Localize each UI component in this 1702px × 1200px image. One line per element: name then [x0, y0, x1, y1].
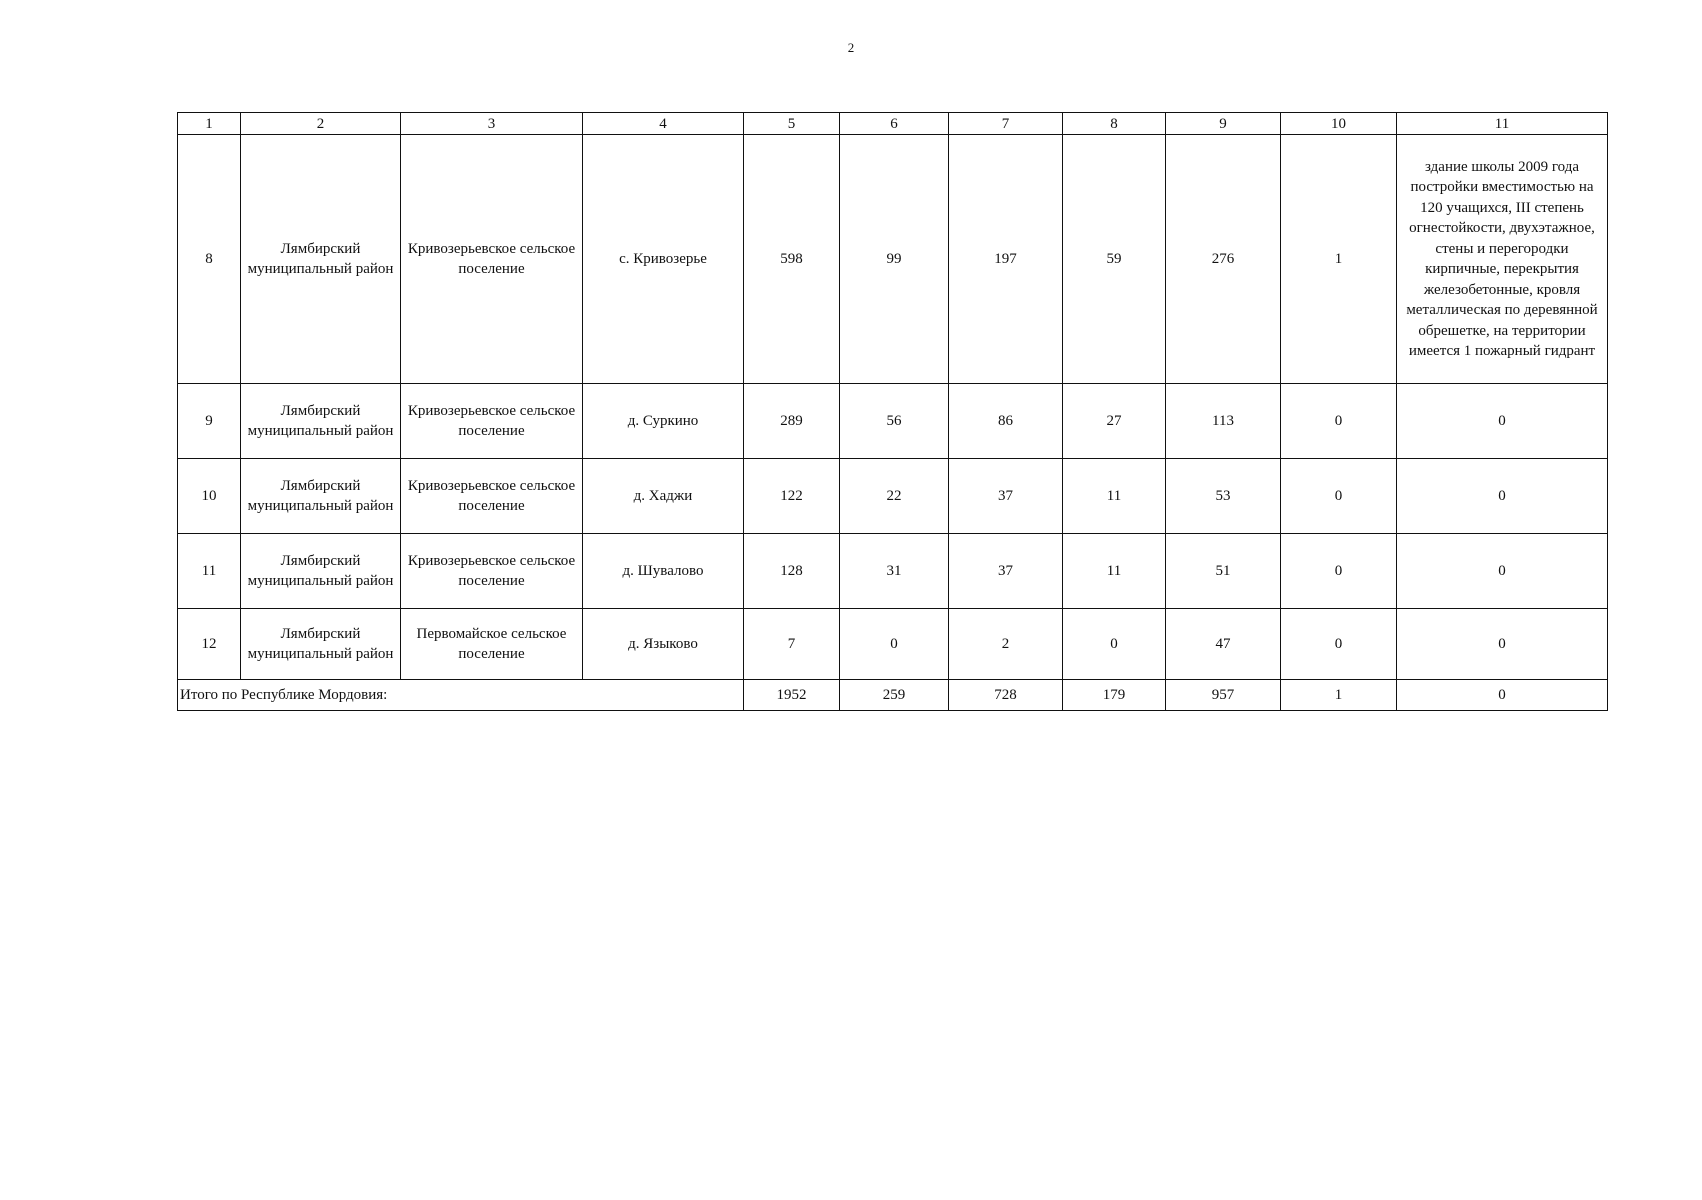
table-row [178, 534, 1608, 609]
settlement-cell: Первомайское сельское поселение [401, 609, 583, 680]
value-cell: 37 [949, 459, 1063, 534]
district-cell: Лямбирский муниципальный район [241, 459, 401, 534]
total-value-cell: 957 [1166, 680, 1281, 711]
value-cell: 53 [1166, 459, 1281, 534]
value-cell: 47 [1166, 609, 1281, 680]
value-cell: 86 [949, 384, 1063, 459]
data-table [177, 112, 1608, 711]
table-row [178, 384, 1608, 459]
district-cell: Лямбирский муниципальный район [241, 534, 401, 609]
value-cell: 7 [744, 609, 840, 680]
value-cell: 99 [840, 135, 949, 384]
column-header: 7 [949, 113, 1063, 135]
value-cell: 128 [744, 534, 840, 609]
value-cell: 11 [1063, 459, 1166, 534]
column-header: 4 [583, 113, 744, 135]
value-cell: 59 [1063, 135, 1166, 384]
settlement-cell: Кривозерьевское сельское поселение [401, 534, 583, 609]
settlement-cell: Кривозерьевское сельское поселение [401, 135, 583, 384]
column-header: 3 [401, 113, 583, 135]
value-cell: 113 [1166, 384, 1281, 459]
data-table-container [177, 112, 1608, 711]
total-value-cell: 728 [949, 680, 1063, 711]
locality-cell: д. Языково [583, 609, 744, 680]
settlement-cell: Кривозерьевское сельское поселение [401, 459, 583, 534]
value-cell: 22 [840, 459, 949, 534]
row-number: 9 [178, 384, 241, 459]
column-header: 1 [178, 113, 241, 135]
value-cell: 276 [1166, 135, 1281, 384]
row-number: 8 [178, 135, 241, 384]
description-cell: 0 [1397, 384, 1608, 459]
value-cell: 0 [1063, 609, 1166, 680]
description-cell: 0 [1397, 534, 1608, 609]
column-header: 8 [1063, 113, 1166, 135]
value-cell: 1 [1281, 135, 1397, 384]
total-value-cell: 1 [1281, 680, 1397, 711]
column-header: 9 [1166, 113, 1281, 135]
value-cell: 51 [1166, 534, 1281, 609]
value-cell: 0 [1281, 534, 1397, 609]
value-cell: 0 [840, 609, 949, 680]
value-cell: 0 [1281, 459, 1397, 534]
value-cell: 27 [1063, 384, 1166, 459]
district-cell: Лямбирский муниципальный район [241, 384, 401, 459]
value-cell: 289 [744, 384, 840, 459]
total-value-cell: 179 [1063, 680, 1166, 711]
row-number: 12 [178, 609, 241, 680]
total-value-cell: 1952 [744, 680, 840, 711]
total-value-cell: 259 [840, 680, 949, 711]
column-header: 11 [1397, 113, 1608, 135]
value-cell: 11 [1063, 534, 1166, 609]
district-cell: Лямбирский муниципальный район [241, 135, 401, 384]
row-number: 10 [178, 459, 241, 534]
district-cell: Лямбирский муниципальный район [241, 609, 401, 680]
value-cell: 197 [949, 135, 1063, 384]
locality-cell: д. Хаджи [583, 459, 744, 534]
page-number: 2 [847, 40, 855, 55]
value-cell: 0 [1281, 609, 1397, 680]
row-number: 11 [178, 534, 241, 609]
value-cell: 56 [840, 384, 949, 459]
total-row [178, 680, 1608, 711]
locality-cell: д. Шувалово [583, 534, 744, 609]
value-cell: 0 [1281, 384, 1397, 459]
total-label: Итого по Республике Мордовия: [178, 680, 744, 711]
column-header: 2 [241, 113, 401, 135]
column-header: 6 [840, 113, 949, 135]
table-row [178, 609, 1608, 680]
description-cell: 0 [1397, 459, 1608, 534]
value-cell: 2 [949, 609, 1063, 680]
value-cell: 31 [840, 534, 949, 609]
table-row [178, 459, 1608, 534]
column-header: 10 [1281, 113, 1397, 135]
total-value-cell: 0 [1397, 680, 1608, 711]
value-cell: 598 [744, 135, 840, 384]
header-row [178, 113, 1608, 135]
description-cell: 0 [1397, 609, 1608, 680]
value-cell: 37 [949, 534, 1063, 609]
value-cell: 122 [744, 459, 840, 534]
table-row [178, 135, 1608, 384]
locality-cell: д. Суркино [583, 384, 744, 459]
settlement-cell: Кривозерьевское сельское поселение [401, 384, 583, 459]
column-header: 5 [744, 113, 840, 135]
description-cell: здание школы 2009 года постройки вместимостью на 120 учащихся, III степень огнестойкости, двухэтажное, стены и перегородки кирпичные, перекрытия железобетонные, кровля металлическая по деревянной обрешетке, на территории имеется 1 пожарный гидрант [1397, 135, 1608, 384]
locality-cell: с. Кривозерье [583, 135, 744, 384]
